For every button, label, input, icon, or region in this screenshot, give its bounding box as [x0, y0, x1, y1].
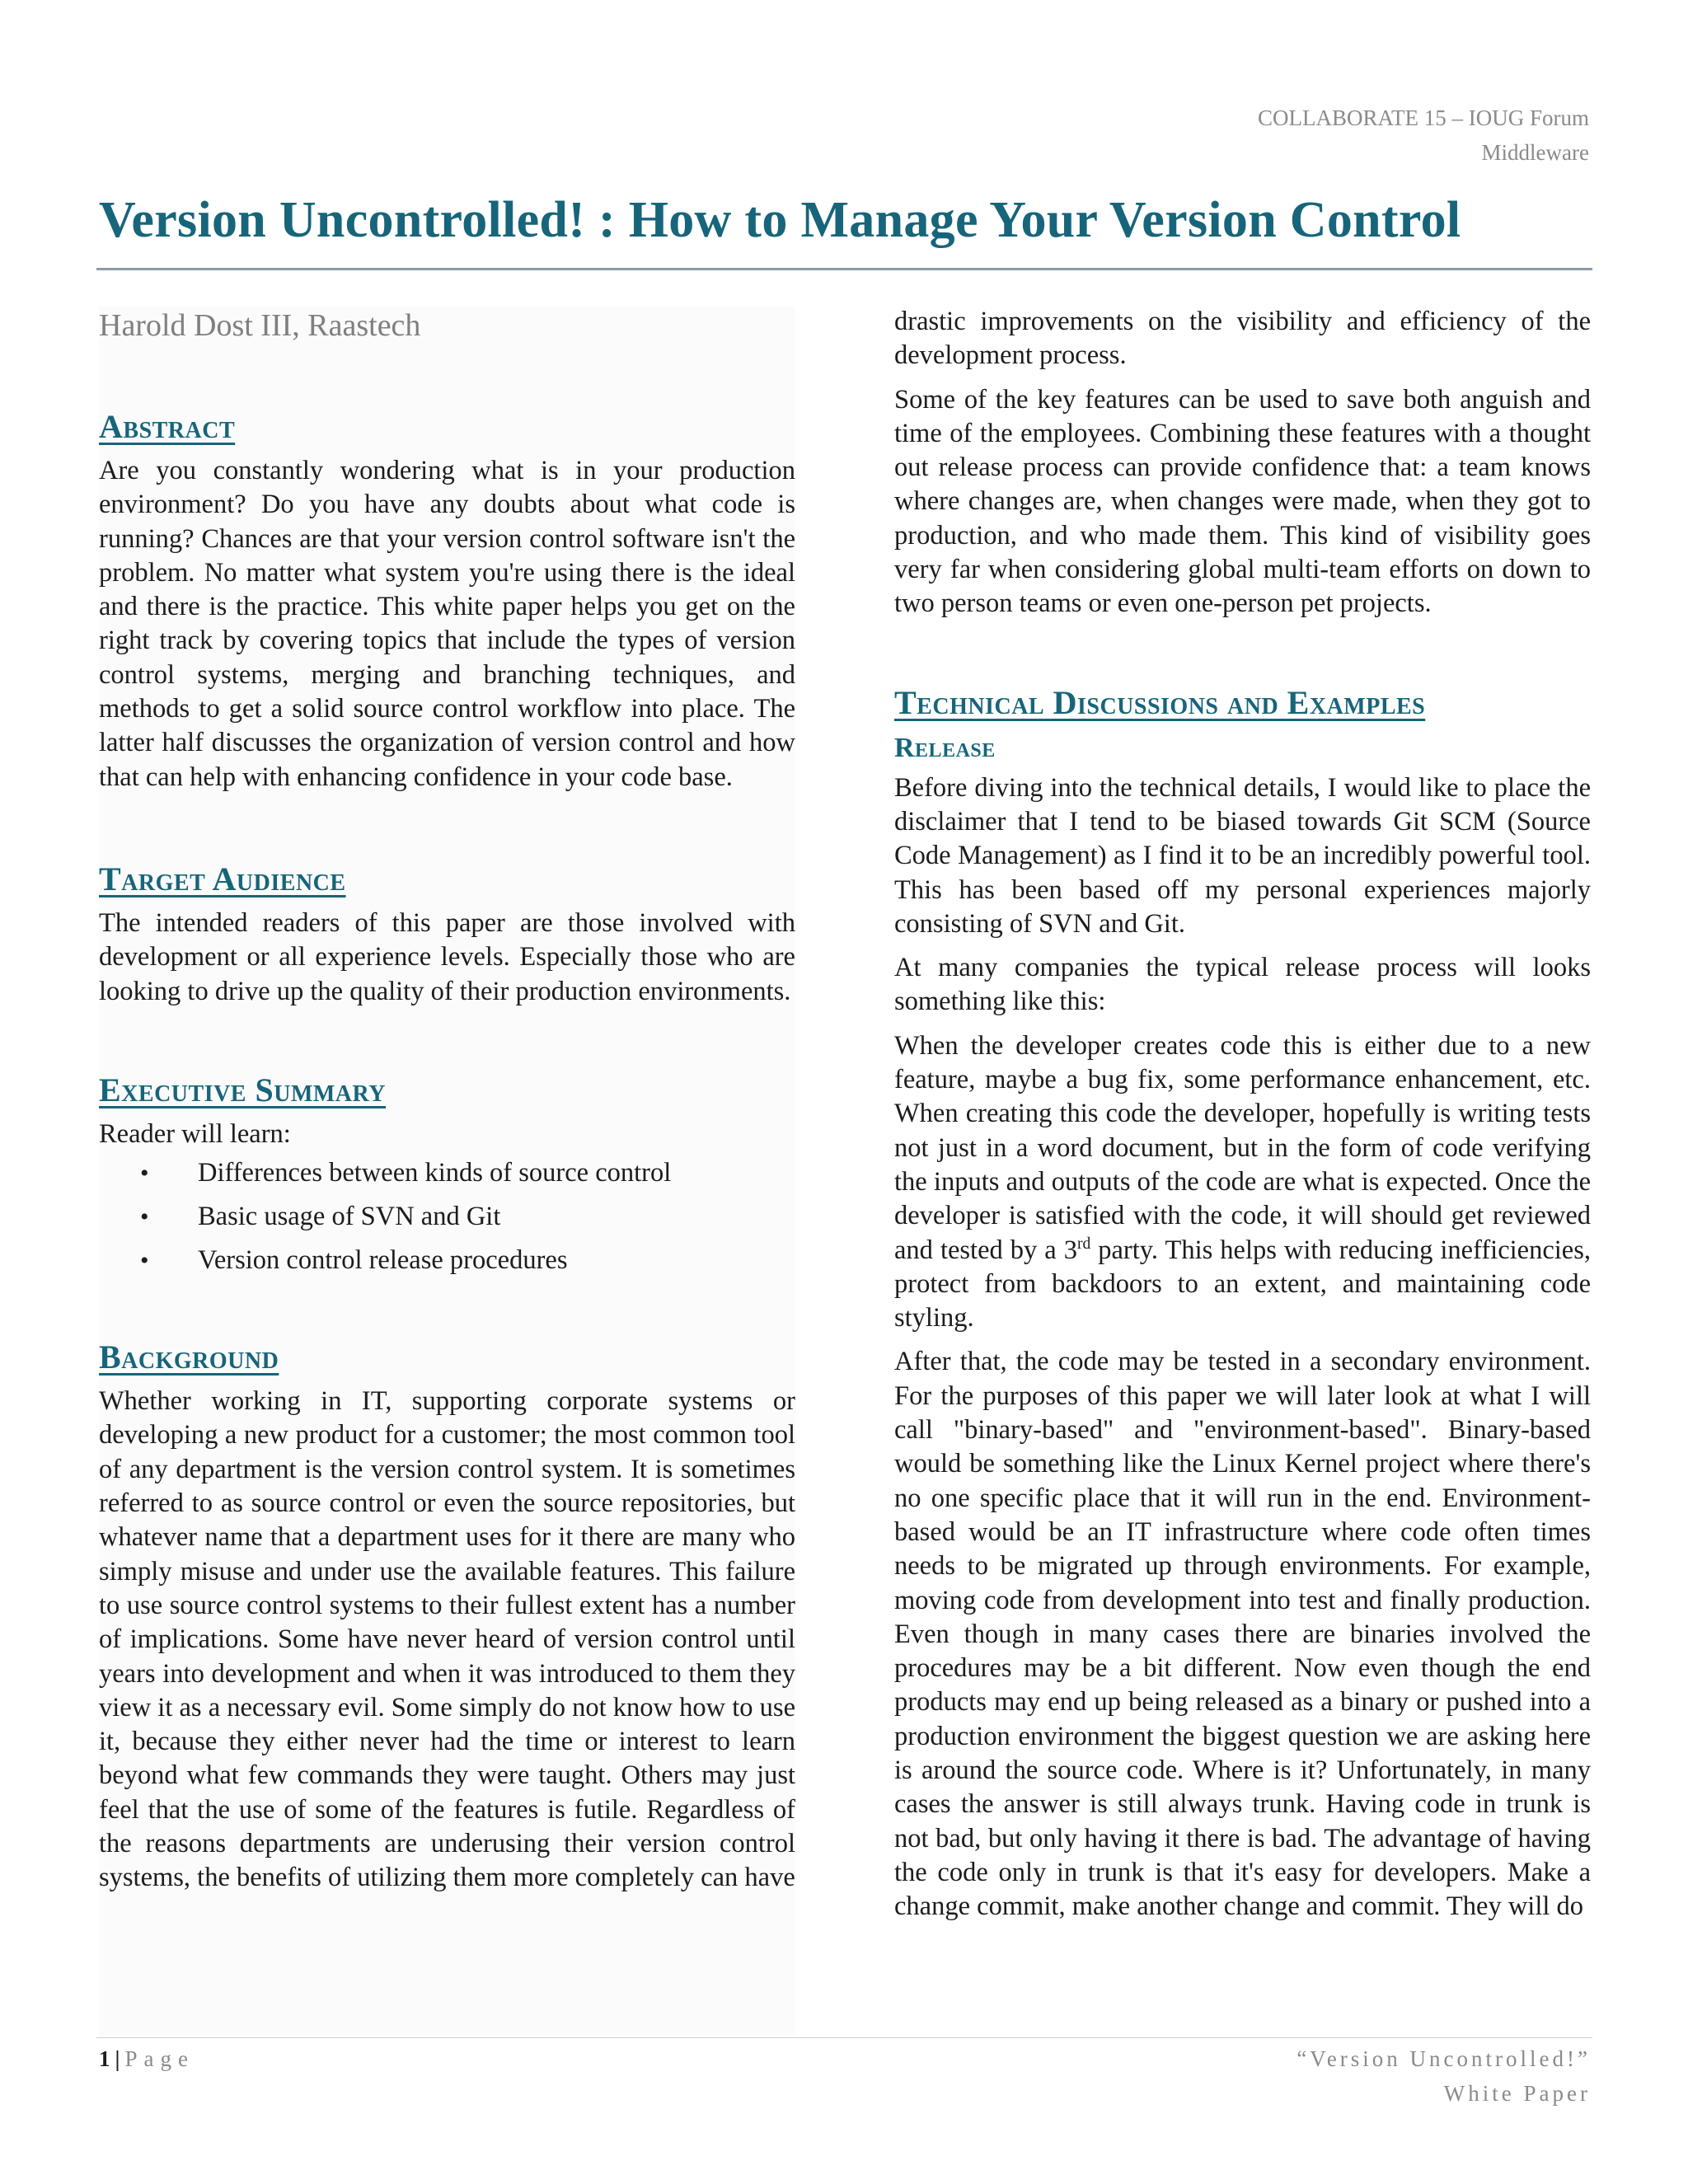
- technical-paragraph-4: After that, the code may be tested in a secondary environment. For the purposes of this paper we will later look at what I will call "binary-based" and "environment-based". Binary-based would be something like the Linux Kernel project where there's no one specific place that it will run in the end. Environment-based would be an IT infrastructure where code often times needs to be migrated up through environments. For example, moving code from development into test and finally production. Even though in many cases there are binaries involved the procedures may be a bit different. Now even though the end products may end up being released as a binary or pushed into a production environment the biggest question we are asking here is around the source code. Where is it? Unfortunately, in many cases the answer is still always trunk. Having code in trunk is not bad, but only having it there is bad. The advantage of having the code only in trunk is that it's easy for developers. Make a change commit, make another change and commit. They will do: [894, 1347, 1591, 1922]
- footer-doc-title: “Version Uncontrolled!”: [1296, 2046, 1591, 2071]
- technical-heading: Technical Discussions and Examples: [894, 683, 1426, 721]
- spacer: [99, 804, 795, 859]
- technical-section: [894, 682, 1591, 1924]
- learning-list: [99, 1156, 795, 1277]
- abstract-text: Are you constantly wondering what is in your production environment? Do you have any doubts about what code is running? Chances are that your version control software isn't the problem. No matter what system you're using there is the ideal and there is the practice. This white paper helps you get on the right track by covering topics that include the types of version control systems, merging and branching techniques, and methods to get a solid source control workflow into place. The latter half discusses the organization of version control and how that can help with enhancing confidence in your code base.: [99, 456, 795, 792]
- target-audience-heading: Target Audience: [99, 860, 346, 898]
- title-divider: [96, 268, 1592, 270]
- footer-doc-type: White Paper: [1443, 2081, 1591, 2106]
- paragraph-3-start: When the developer creates code this is either due to a new feature, maybe a bug fix, some performance enhancement, etc. When creating this code the developer, hopefully is writing tests not just in a word document, but in the form of code verifying the inputs and outputs of the code are what is expected. Once the developer is satisfied with the code, it will should get reviewed and tested by a 3: [894, 1030, 1591, 1265]
- technical-paragraph-2: At many companies the typical release process will looks something like this:: [894, 953, 1591, 1017]
- conference-name: COLLABORATE 15 – IOUG Forum: [1258, 105, 1589, 130]
- ordinal-suffix: rd: [1076, 1235, 1091, 1253]
- author-line: Harold Dost III, Raastech: [99, 308, 421, 343]
- spacer: [894, 631, 1591, 682]
- abstract-section: [99, 406, 795, 794]
- list-item-text: Differences between kinds of source control: [198, 1158, 672, 1188]
- executive-summary-intro: Reader will learn:: [99, 1118, 291, 1149]
- page-number-block: [99, 2044, 195, 2074]
- footer-divider: [96, 2037, 1592, 2038]
- executive-summary-heading: Executive Summary: [99, 1071, 386, 1108]
- list-item: [140, 1244, 795, 1277]
- target-audience-section: [99, 859, 795, 1009]
- footer-doc-info: [1296, 2041, 1591, 2111]
- bullet-icon: •: [140, 1203, 149, 1231]
- list-item: [140, 1156, 795, 1190]
- release-subheading: Release: [894, 732, 996, 763]
- footer-separator: |: [115, 2046, 120, 2071]
- list-item-text: Version control release procedures: [198, 1245, 568, 1276]
- background-text: Whether working in IT, supporting corporate systems or developing a new product for a customer; the most common tool of any department is the version control system. It is sometimes referred to as source control or even the source repositories, but whatever name that a department uses for it there are many who simply misuse and under use the available features. This failure to use source control systems to their fullest extent has a number of implications. Some have never heard of version control until years into development and when it was introduced to them they view it as a necessary evil. Some simply do not know how to use it, because they either never had the time or interest to learn beyond what few commands they were taught. Others may just feel that the use of some of the features is futile. Regardless of the reasons departments are underusing their version control systems, the benefits of utilizing them more completely can have: [99, 1386, 795, 1893]
- spacer: [99, 1019, 795, 1070]
- executive-summary-section: [99, 1070, 795, 1277]
- technical-paragraph-3: [894, 1029, 1591, 1336]
- background-text-continued: drastic improvements on the visibility and efficiency of the development process.: [894, 307, 1591, 371]
- right-column: [894, 305, 1591, 1933]
- background-section: [99, 1337, 795, 1895]
- bullet-icon: •: [140, 1160, 149, 1188]
- technical-paragraph-1: Before diving into the technical details, I would like to place the disclaimer that I tend to be biased towards Git SCM (Source Code Management) as I find it to be an incredibly powerful tool. This has been based off my personal experiences majorly consisting of SVN and Git.: [894, 772, 1591, 939]
- abstract-heading: Abstract: [99, 408, 236, 445]
- list-item: [140, 1200, 795, 1234]
- page-number: 1: [99, 2046, 110, 2071]
- running-header: [1258, 101, 1589, 170]
- page-title: Version Uncontrolled! : How to Manage Your Version Control: [99, 192, 1461, 248]
- list-item-text: Basic usage of SVN and Git: [198, 1202, 501, 1232]
- background-text-2: Some of the key features can be used to save both anguish and time of the employees. Combining these features with a thought out release process can provide confidence that: a team knows where changes are, when changes were made, when they got to production, and who made them. This kind of visibility goes very far when considering global multi-team efforts on down to two person teams or even one-person pet projects.: [894, 384, 1591, 619]
- page-label: Page: [124, 2046, 195, 2071]
- left-column: [99, 307, 795, 2036]
- track-name: Middleware: [1481, 140, 1589, 165]
- target-audience-text: The intended readers of this paper are those involved with development or all experience levels. Especially those who are looking to drive up the quality of their production environments.: [99, 907, 795, 1006]
- bullet-icon: •: [140, 1247, 149, 1275]
- spacer: [99, 1287, 795, 1337]
- paragraph-3-end: party. This helps with reducing inefficiencies, protect from backdoors to an extent, and maintaining code styling.: [894, 1235, 1591, 1333]
- background-heading: Background: [99, 1338, 279, 1376]
